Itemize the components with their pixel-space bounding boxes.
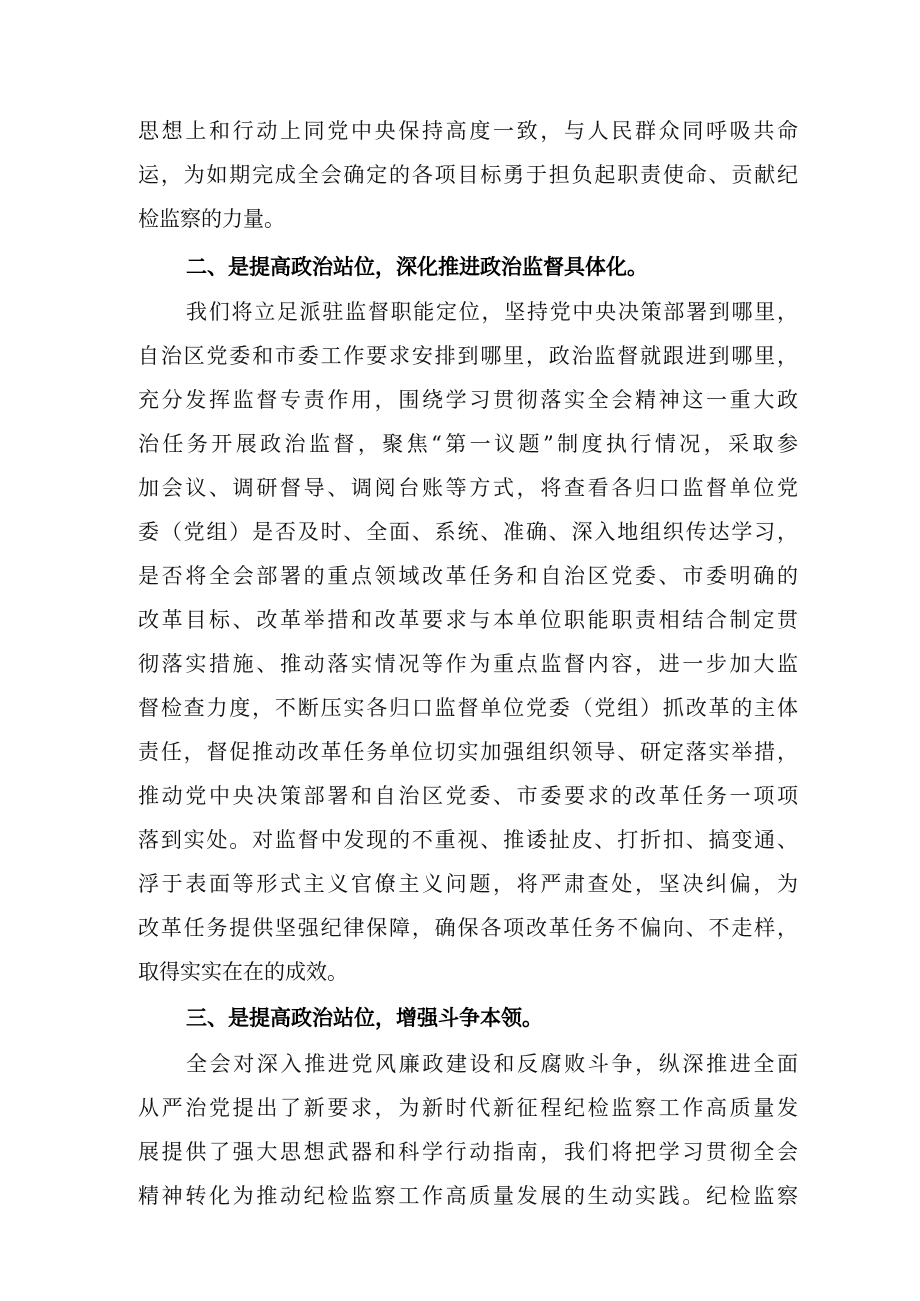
paragraph-line: 从严治党提出了新要求，为新时代新征程纪检监察工作高质量发 [138,1096,798,1120]
paragraph-line: 彻落实措施、推动落实情况等作为重点监督内容，进一步加大监 [138,652,798,676]
paragraph-line: 展提供了强大思想武器和科学行动指南，我们将把学习贯彻全会 [138,1140,798,1164]
paragraph-line: 委（党组）是否及时、全面、系统、准确、深入地组织传达学习， [138,520,798,544]
paragraph-line: 落到实处。对监督中发现的不重视、推诿扯皮、打折扣、搞变通、 [138,828,798,852]
paragraph-line: 是否将全会部署的重点领域改革任务和自治区党委、市委明确的 [138,564,798,588]
paragraph-line: 督检查力度，不断压实各归口监督单位党委（党组）抓改革的主体 [138,696,798,720]
section-heading-2: 二、是提高政治站位，深化推进政治监督具体化。 [186,255,648,279]
paragraph-line: 改革任务提供坚强纪律保障，确保各项改革任务不偏向、不走样， [138,916,798,940]
paragraph-line: 取得实实在在的成效。 [138,960,348,984]
paragraph-line: 思想上和行动上同党中央保持高度一致，与人民群众同呼吸共命 [138,119,798,143]
paragraph-line: 运，为如期完成全会确定的各项目标勇于担负起职责使命、贡献纪 [138,163,798,187]
paragraph-line: 责任，督促推动改革任务单位切实加强组织领导、研定落实举措， [138,740,798,764]
section-heading-3: 三、是提高政治站位，增强斗争本领。 [186,1006,543,1030]
paragraph-line: 我们将立足派驻监督职能定位，坚持党中央决策部署到哪里， [186,300,798,324]
paragraph-line: 浮于表面等形式主义官僚主义问题，将严肃查处，坚决纠偏，为 [138,872,798,896]
paragraph-line: 精神转化为推动纪检监察工作高质量发展的生动实践。纪检监察 [138,1184,798,1208]
paragraph-line: 治任务开展政治监督，聚焦“第一议题”制度执行情况，采取参 [138,432,798,456]
paragraph-line: 改革目标、改革举措和改革要求与本单位职能职责相结合制定贯 [138,608,798,632]
paragraph-line: 充分发挥监督专责作用，围绕学习贯彻落实全会精神这一重大政 [138,388,798,412]
paragraph-line: 检监察的力量。 [138,207,285,231]
paragraph-line: 全会对深入推进党风廉政建设和反腐败斗争，纵深推进全面 [186,1052,798,1076]
paragraph-line: 自治区党委和市委工作要求安排到哪里，政治监督就跟进到哪里， [138,344,798,368]
paragraph-line: 推动党中央决策部署和自治区党委、市委要求的改革任务一项项 [138,784,798,808]
paragraph-line: 加会议、调研督导、调阅台账等方式，将查看各归口监督单位党 [138,476,798,500]
